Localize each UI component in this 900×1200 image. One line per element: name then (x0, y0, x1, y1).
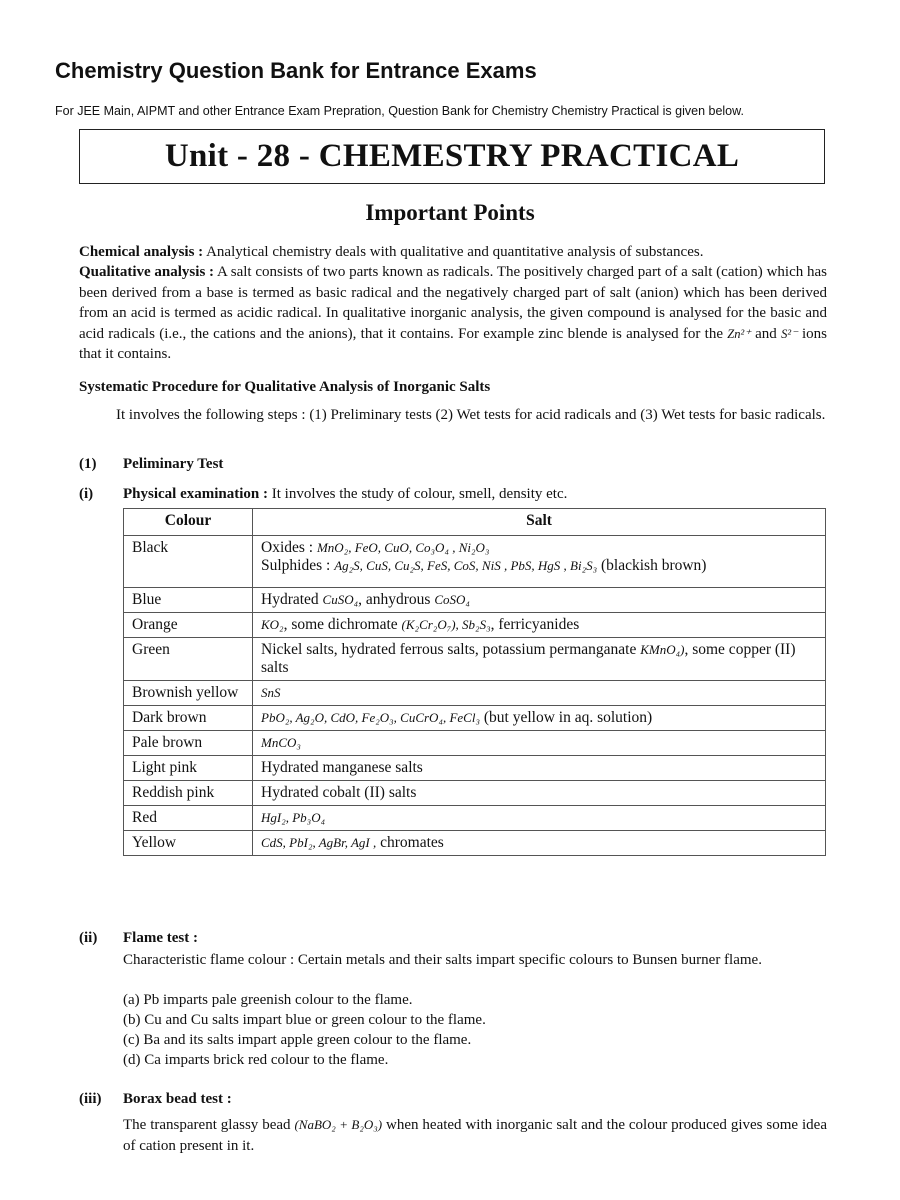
table-row (124, 638, 826, 681)
salt-text: Nickel salts, hydrated ferrous salts, potassium permanganate (261, 641, 641, 658)
colour-cell: Blue (124, 588, 253, 613)
colour-cell: Reddish pink (124, 781, 253, 806)
table-row (124, 806, 826, 831)
unit-title: Unit - 28 - CHEMESTRY PRACTICAL (164, 138, 740, 174)
table-row (124, 731, 826, 756)
salt-cell (253, 831, 826, 856)
step-iii-title: Borax bead test : (123, 1091, 232, 1107)
borax-text-end: when heated with inorganic salt and the colour produced gives some idea of cation present in it. (123, 1117, 827, 1154)
colour-cell: Pale brown (124, 731, 253, 756)
salt-cell (253, 756, 826, 781)
salt-formula: KMnO₄) (640, 642, 685, 657)
colour-cell: Dark brown (124, 706, 253, 731)
step-i-desc: It involves the study of colour, smell, density etc. (268, 486, 568, 502)
colour-cell: Green (124, 638, 253, 681)
chemical-analysis-text: Analytical chemistry deals with qualitative and quantitative analysis of substances. (203, 244, 704, 260)
important-points-heading: Important Points (365, 200, 535, 225)
table-row (124, 706, 826, 731)
list-item: (a) Pb imparts pale greenish colour to the flame. (123, 992, 413, 1008)
salt-text: chromates (376, 834, 444, 851)
salt-text: , some dichromate (283, 616, 402, 633)
borax-desc (123, 1114, 827, 1157)
qualitative-analysis-paragraph (79, 262, 827, 365)
colour-cell: Light pink (124, 756, 253, 781)
colour-cell: Brownish yellow (124, 681, 253, 706)
salt-text: Hydrated manganese salts (261, 759, 423, 776)
salt-cell (253, 613, 826, 638)
colour-cell: Yellow (124, 831, 253, 856)
salt-cell (253, 681, 826, 706)
salt-cell (253, 806, 826, 831)
salt-text: , ferricyanides (490, 616, 580, 633)
table-row (124, 781, 826, 806)
salt-formula: KO₂ (261, 617, 284, 632)
and-text: and (750, 325, 782, 342)
list-item: (b) Cu and Cu salts impart blue or green colour to the flame. (123, 1012, 486, 1028)
step-ii-number: (ii) (79, 930, 98, 946)
step-ii-title: Flame test : (123, 930, 198, 946)
qualitative-analysis-label: Qualitative analysis : (79, 264, 215, 280)
salt-text: Hydrated cobalt (II) salts (261, 784, 417, 801)
borax-formula: (NaBO₂ + B₂O₃) (294, 1117, 383, 1132)
colour-cell: Black (124, 536, 253, 588)
qualitative-analysis-text: A salt consists of two parts known as radicals. The positively charged part of a salt (cation) which has been derived from a base is termed as basic radical and the negatively charged part of salt (anion) which has been derived from an acid is termed as acidic radical. In qualitative inorganic analysis, the given compound is analysed for the basic and acid radicals (i.e., the cations and the anions), that it contains. For example zinc blende is analysed for the (79, 264, 827, 342)
unit-title-box (79, 129, 825, 184)
step-iii-number: (iii) (79, 1091, 102, 1107)
borax-text: The transparent glassy bead (123, 1117, 295, 1133)
salt-text: Hydrated (261, 591, 323, 608)
salt-formula: CuSO₄ (322, 592, 359, 607)
oxides-formula: MnO₂, FeO, CuO, Co₃O₄ , Ni₂O₃ (316, 540, 490, 555)
table-row (124, 681, 826, 706)
step-i-line (123, 486, 567, 503)
salt-text: , anhydrous (358, 591, 435, 608)
chemical-analysis-label: Chemical analysis : (79, 244, 204, 260)
table-row (124, 756, 826, 781)
salt-cell (253, 638, 826, 681)
step-1-number: (1) (79, 456, 97, 472)
systematic-heading: Systematic Procedure for Qualitative Analysis of Inorganic Salts (79, 379, 491, 395)
salt-formula: CoSO₄ (434, 592, 470, 607)
sulphides-suffix: (blackish brown) (597, 557, 707, 574)
colour-cell: Orange (124, 613, 253, 638)
salt-formula: PbO₂, Ag₂O, CdO, Fe₂O₃, CuCrO₄, FeCl₃ (261, 710, 480, 725)
salt-formula: MnCO₃ (261, 735, 301, 750)
salt-column-header: Salt (253, 509, 826, 536)
table-row (124, 613, 826, 638)
table-row (124, 831, 826, 856)
flame-test-desc: Characteristic flame colour : Certain metals and their salts impart specific colours to Bunsen burner flame. (123, 952, 762, 968)
salt-cell (253, 706, 826, 731)
salt-cell (253, 731, 826, 756)
salt-formula: CdS, PbI₂, AgBr, AgI , (261, 835, 377, 850)
list-item: (d) Ca imparts brick red colour to the flame. (123, 1052, 389, 1068)
salt-text: (but yellow in aq. solution) (479, 709, 653, 726)
salt-formula: (K₂Cr₂O₇), Sb₂S₃ (401, 617, 491, 632)
colour-salt-table (123, 508, 826, 856)
colour-cell: Red (124, 806, 253, 831)
s-ion: S²⁻ (781, 326, 798, 341)
page-title: Chemistry Question Bank for Entrance Exams (55, 58, 537, 83)
salt-text: , some copper (II) salts (261, 641, 796, 676)
intro-text: For JEE Main, AIPMT and other Entrance Exam Prepration, Question Bank for Chemistry Chemistry Practical is given below. (55, 104, 744, 118)
sulphides-label: Sulphides : (261, 557, 335, 574)
sulphides-formula: Ag₂S, CuS, Cu₂S, FeS, CoS, NiS , PbS, HgS , Bi₂S₃ (334, 558, 598, 573)
table-header-row (124, 509, 826, 536)
step-i-title: Physical examination : (123, 486, 268, 502)
table-row (124, 588, 826, 613)
table-row (124, 536, 826, 588)
oxides-label: Oxides : (261, 539, 317, 556)
ions-end-text: ions that it contains. (79, 325, 827, 362)
salt-cell (253, 536, 826, 588)
chemical-analysis-paragraph (79, 242, 827, 263)
zn-ion: Zn²⁺ (727, 326, 751, 341)
colour-column-header: Colour (124, 509, 253, 536)
salt-formula: HgI₂, Pb₃O₄ (261, 810, 326, 825)
salt-formula: SnS (261, 685, 281, 700)
systematic-text: It involves the following steps : (1) Preliminary tests (2) Wet tests for acid radicals and (3) Wet tests for basic radicals. (116, 407, 826, 423)
salt-cell (253, 781, 826, 806)
salt-cell (253, 588, 826, 613)
step-1-title: Peliminary Test (123, 456, 224, 472)
list-item: (c) Ba and its salts impart apple green colour to the flame. (123, 1032, 472, 1048)
step-i-number: (i) (79, 486, 94, 502)
